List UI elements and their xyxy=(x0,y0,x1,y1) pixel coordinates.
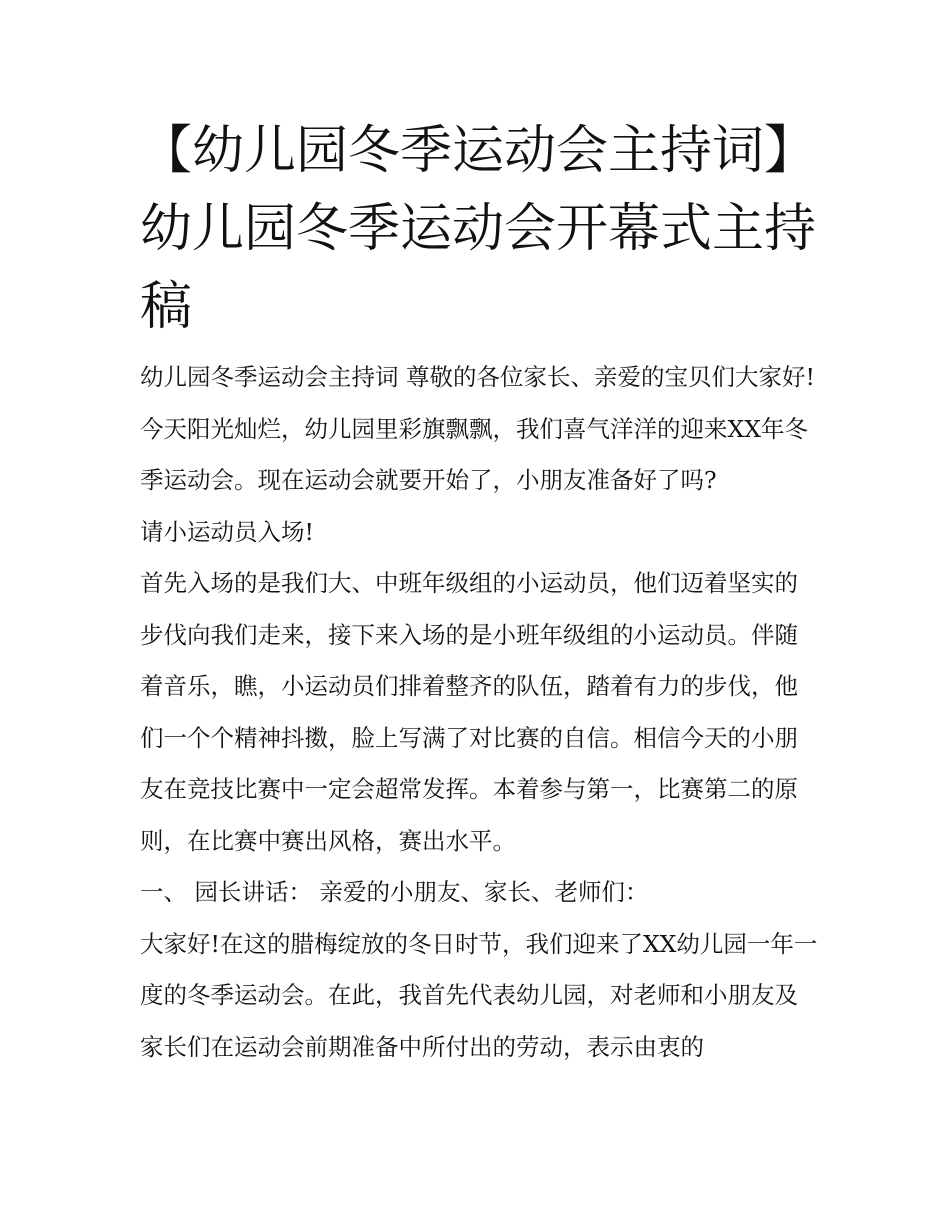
paragraph: 大家好!在这的腊梅绽放的冬日时节，我们迎来了XX幼儿园一年一度的冬季运动会。在此，我首先代表幼儿园，对老师和小朋友及家长们在运动会前期准备中所付出的劳动，表示由衷的 xyxy=(140,929,818,1061)
title-line: 稿 xyxy=(140,277,193,337)
paragraph: 首先入场的是我们大、中班年级组的小运动员，他们迈着坚实的步伐向我们走来，接下来入场的是小班年级组的小运动员。伴随着音乐，瞧，小运动员们排着整齐的队伍，踏着有力的步伐，他们一个个精神抖擞，脸上写满了对比赛的自信。相信今天的小朋友在竞技比赛中一定会超常发挥。本着参与第一，比赛第二的原则，在比赛中赛出风格，赛出水平。 xyxy=(140,569,798,855)
paragraph: 今天阳光灿烂，幼儿园里彩旗飘飘，我们喜气洋洋的迎来XX年冬季运动会。现在运动会就要开始了，小朋友准备好了吗? xyxy=(140,414,808,494)
title-line: 幼儿园冬季运动会开幕式主持 xyxy=(140,199,817,259)
paragraph: 一、 园长讲话： 亲爱的小朋友、家长、老师们： xyxy=(140,878,649,906)
document-body xyxy=(140,352,820,1073)
document-title xyxy=(140,112,820,346)
paragraph: 幼儿园冬季运动会主持词 尊敬的各位家长、亲爱的宝贝们大家好! xyxy=(140,363,815,391)
title-line: 【幼儿园冬季运动会主持词】 xyxy=(140,121,817,181)
paragraph: 请小运动员入场! xyxy=(140,517,314,546)
